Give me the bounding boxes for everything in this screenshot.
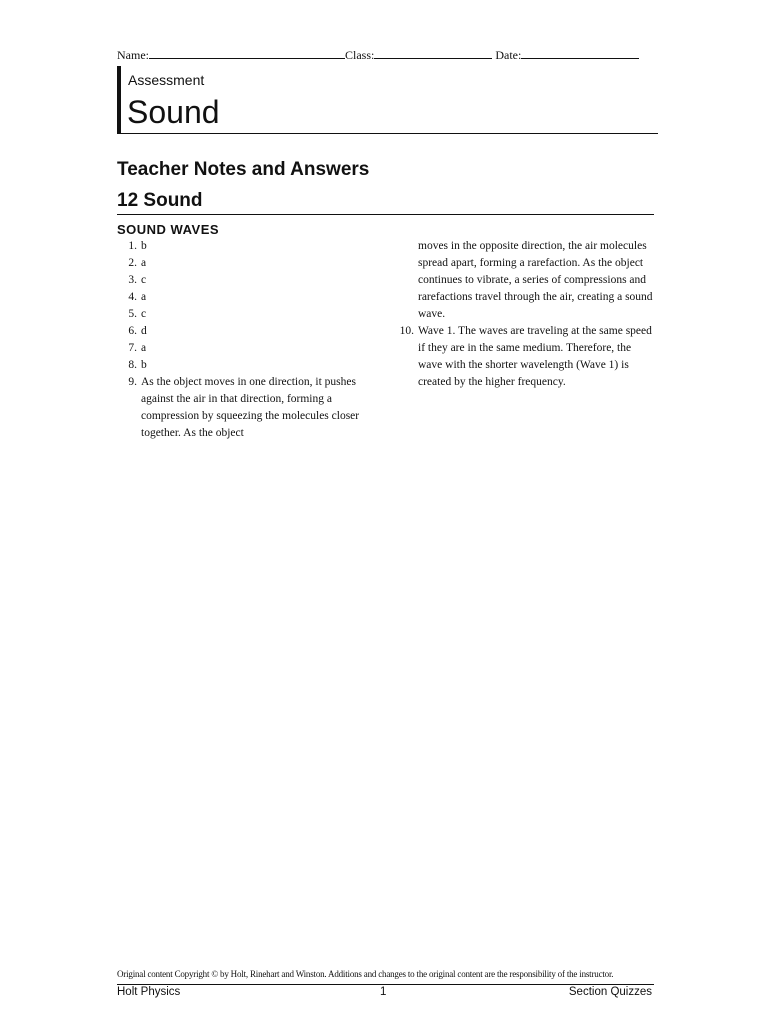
answers-right-column <box>386 238 656 391</box>
section-heading: SOUND WAVES <box>117 222 220 237</box>
answer-text: c <box>141 308 147 320</box>
date-label: Date: <box>495 48 522 62</box>
answer-number: 10. <box>399 325 414 337</box>
student-info-header <box>117 47 657 63</box>
footer-divider <box>117 984 654 985</box>
assessment-label: Assessment <box>128 72 205 88</box>
answer-item <box>117 306 362 323</box>
answer-number: 1. <box>128 240 137 252</box>
answer-text: a <box>141 291 147 303</box>
answer-item <box>117 238 362 255</box>
footer-book-title: Holt Physics <box>117 986 181 998</box>
footer-section-title: Section Quizzes <box>568 986 652 998</box>
answer-text: b <box>141 240 147 252</box>
answer-text: d <box>141 325 147 337</box>
date-blank[interactable] <box>521 47 639 59</box>
page-title: Sound <box>127 94 220 130</box>
answer-text: Wave 1. The waves are traveling at the same speed if they are in the same medium. Therefore, the wave with the shorter wavelength (Wave 1) is created by the higher frequency. <box>418 325 652 388</box>
answer-item <box>117 323 362 340</box>
answer-number: 7. <box>128 342 137 354</box>
answer-number: 6. <box>128 325 137 337</box>
answer-number: 9. <box>128 376 137 388</box>
footer-page-number: 1 <box>380 986 387 998</box>
answer-number: 4. <box>128 291 137 303</box>
class-blank[interactable] <box>374 47 492 59</box>
name-label: Name: <box>117 48 149 62</box>
answer-number: 8. <box>128 359 137 371</box>
answer-number: 3. <box>128 274 137 286</box>
answer-item <box>117 357 362 374</box>
answer-item <box>117 374 362 442</box>
answers-left-column <box>117 238 362 442</box>
answer-number: 2. <box>128 257 137 269</box>
chapter-heading: 12 Sound <box>117 190 654 215</box>
teacher-notes-heading: Teacher Notes and Answers <box>117 159 370 180</box>
answer-item <box>117 255 362 272</box>
answer-text: As the object moves in one direction, it pushes against the air in that direction, forming a compression by squeezing the molecules closer together. As the object <box>141 376 360 439</box>
answer-number: 5. <box>128 308 137 320</box>
name-blank[interactable] <box>149 47 345 59</box>
class-label: Class: <box>345 48 375 62</box>
answer-text: a <box>141 342 147 354</box>
answer-item <box>117 272 362 289</box>
answer-text: b <box>141 359 147 371</box>
answer-item <box>117 289 362 306</box>
answer-text: a <box>141 257 147 269</box>
answer-item <box>117 340 362 357</box>
copyright-notice: Original content Copyright © by Holt, Rinehart and Winston. Additions and changes to the original content are the responsibility of the instructor. <box>117 969 614 979</box>
answer-text: c <box>141 274 147 286</box>
answer-item <box>386 323 656 391</box>
answer-9-continued: moves in the opposite direction, the air molecules spread apart, forming a rarefaction. As the object continues to vibrate, a series of compressions and rarefactions travel through the air, creating a sound wave. <box>418 240 653 320</box>
title-block <box>117 66 658 134</box>
